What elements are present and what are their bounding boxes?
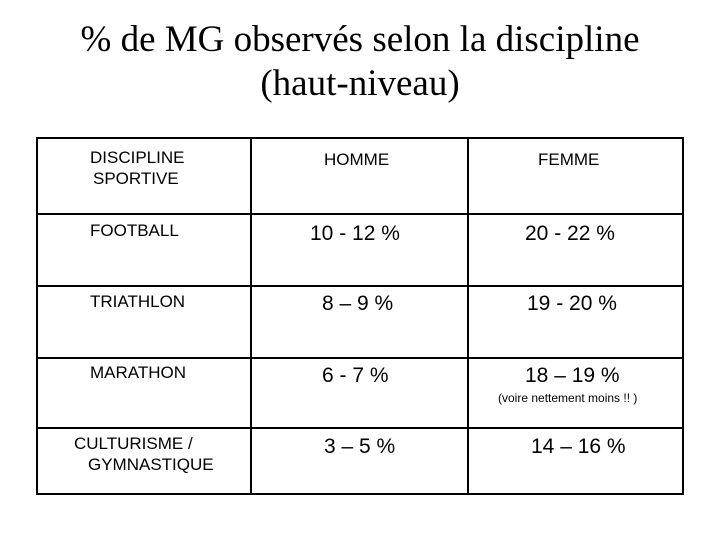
row-divider bbox=[38, 427, 682, 429]
row-discipline bbox=[74, 433, 214, 475]
row-homme-value: 8 – 9 % bbox=[322, 292, 394, 315]
header-femme: FEMME bbox=[538, 150, 600, 169]
title-line-2: (haut-niveau) bbox=[260, 63, 460, 104]
discipline-table bbox=[36, 137, 684, 495]
row-femme-value: 20 - 22 % bbox=[525, 222, 615, 245]
row-discipline: FOOTBALL bbox=[90, 221, 179, 240]
row-discipline: TRIATHLON bbox=[90, 292, 186, 311]
row-homme-value: 3 – 5 % bbox=[324, 435, 396, 458]
row-discipline: MARATHON bbox=[90, 363, 187, 382]
row-femme-value: 19 - 20 % bbox=[527, 292, 617, 315]
header-homme: HOMME bbox=[324, 150, 390, 169]
row-discipline-line2: GYMNASTIQUE bbox=[88, 455, 214, 474]
row-note: (voire nettement moins !! ) bbox=[498, 391, 638, 405]
row-homme-value: 10 - 12 % bbox=[310, 222, 400, 245]
column-divider bbox=[250, 139, 252, 493]
page-title bbox=[0, 18, 720, 106]
row-divider bbox=[38, 285, 682, 287]
row-femme-value: 14 – 16 % bbox=[531, 435, 626, 458]
row-divider bbox=[38, 213, 682, 215]
header-discipline bbox=[90, 147, 184, 189]
row-discipline-line1: CULTURISME / bbox=[74, 434, 193, 453]
row-homme-value: 6 - 7 % bbox=[322, 364, 389, 387]
header-discipline-line1: DISCIPLINE bbox=[90, 148, 185, 167]
row-divider bbox=[38, 357, 682, 359]
row-femme-value: 18 – 19 % bbox=[525, 364, 620, 387]
header-discipline-line2: SPORTIVE bbox=[93, 169, 179, 188]
column-divider bbox=[467, 139, 469, 493]
title-line-1: % de MG observés selon la discipline bbox=[80, 19, 640, 60]
